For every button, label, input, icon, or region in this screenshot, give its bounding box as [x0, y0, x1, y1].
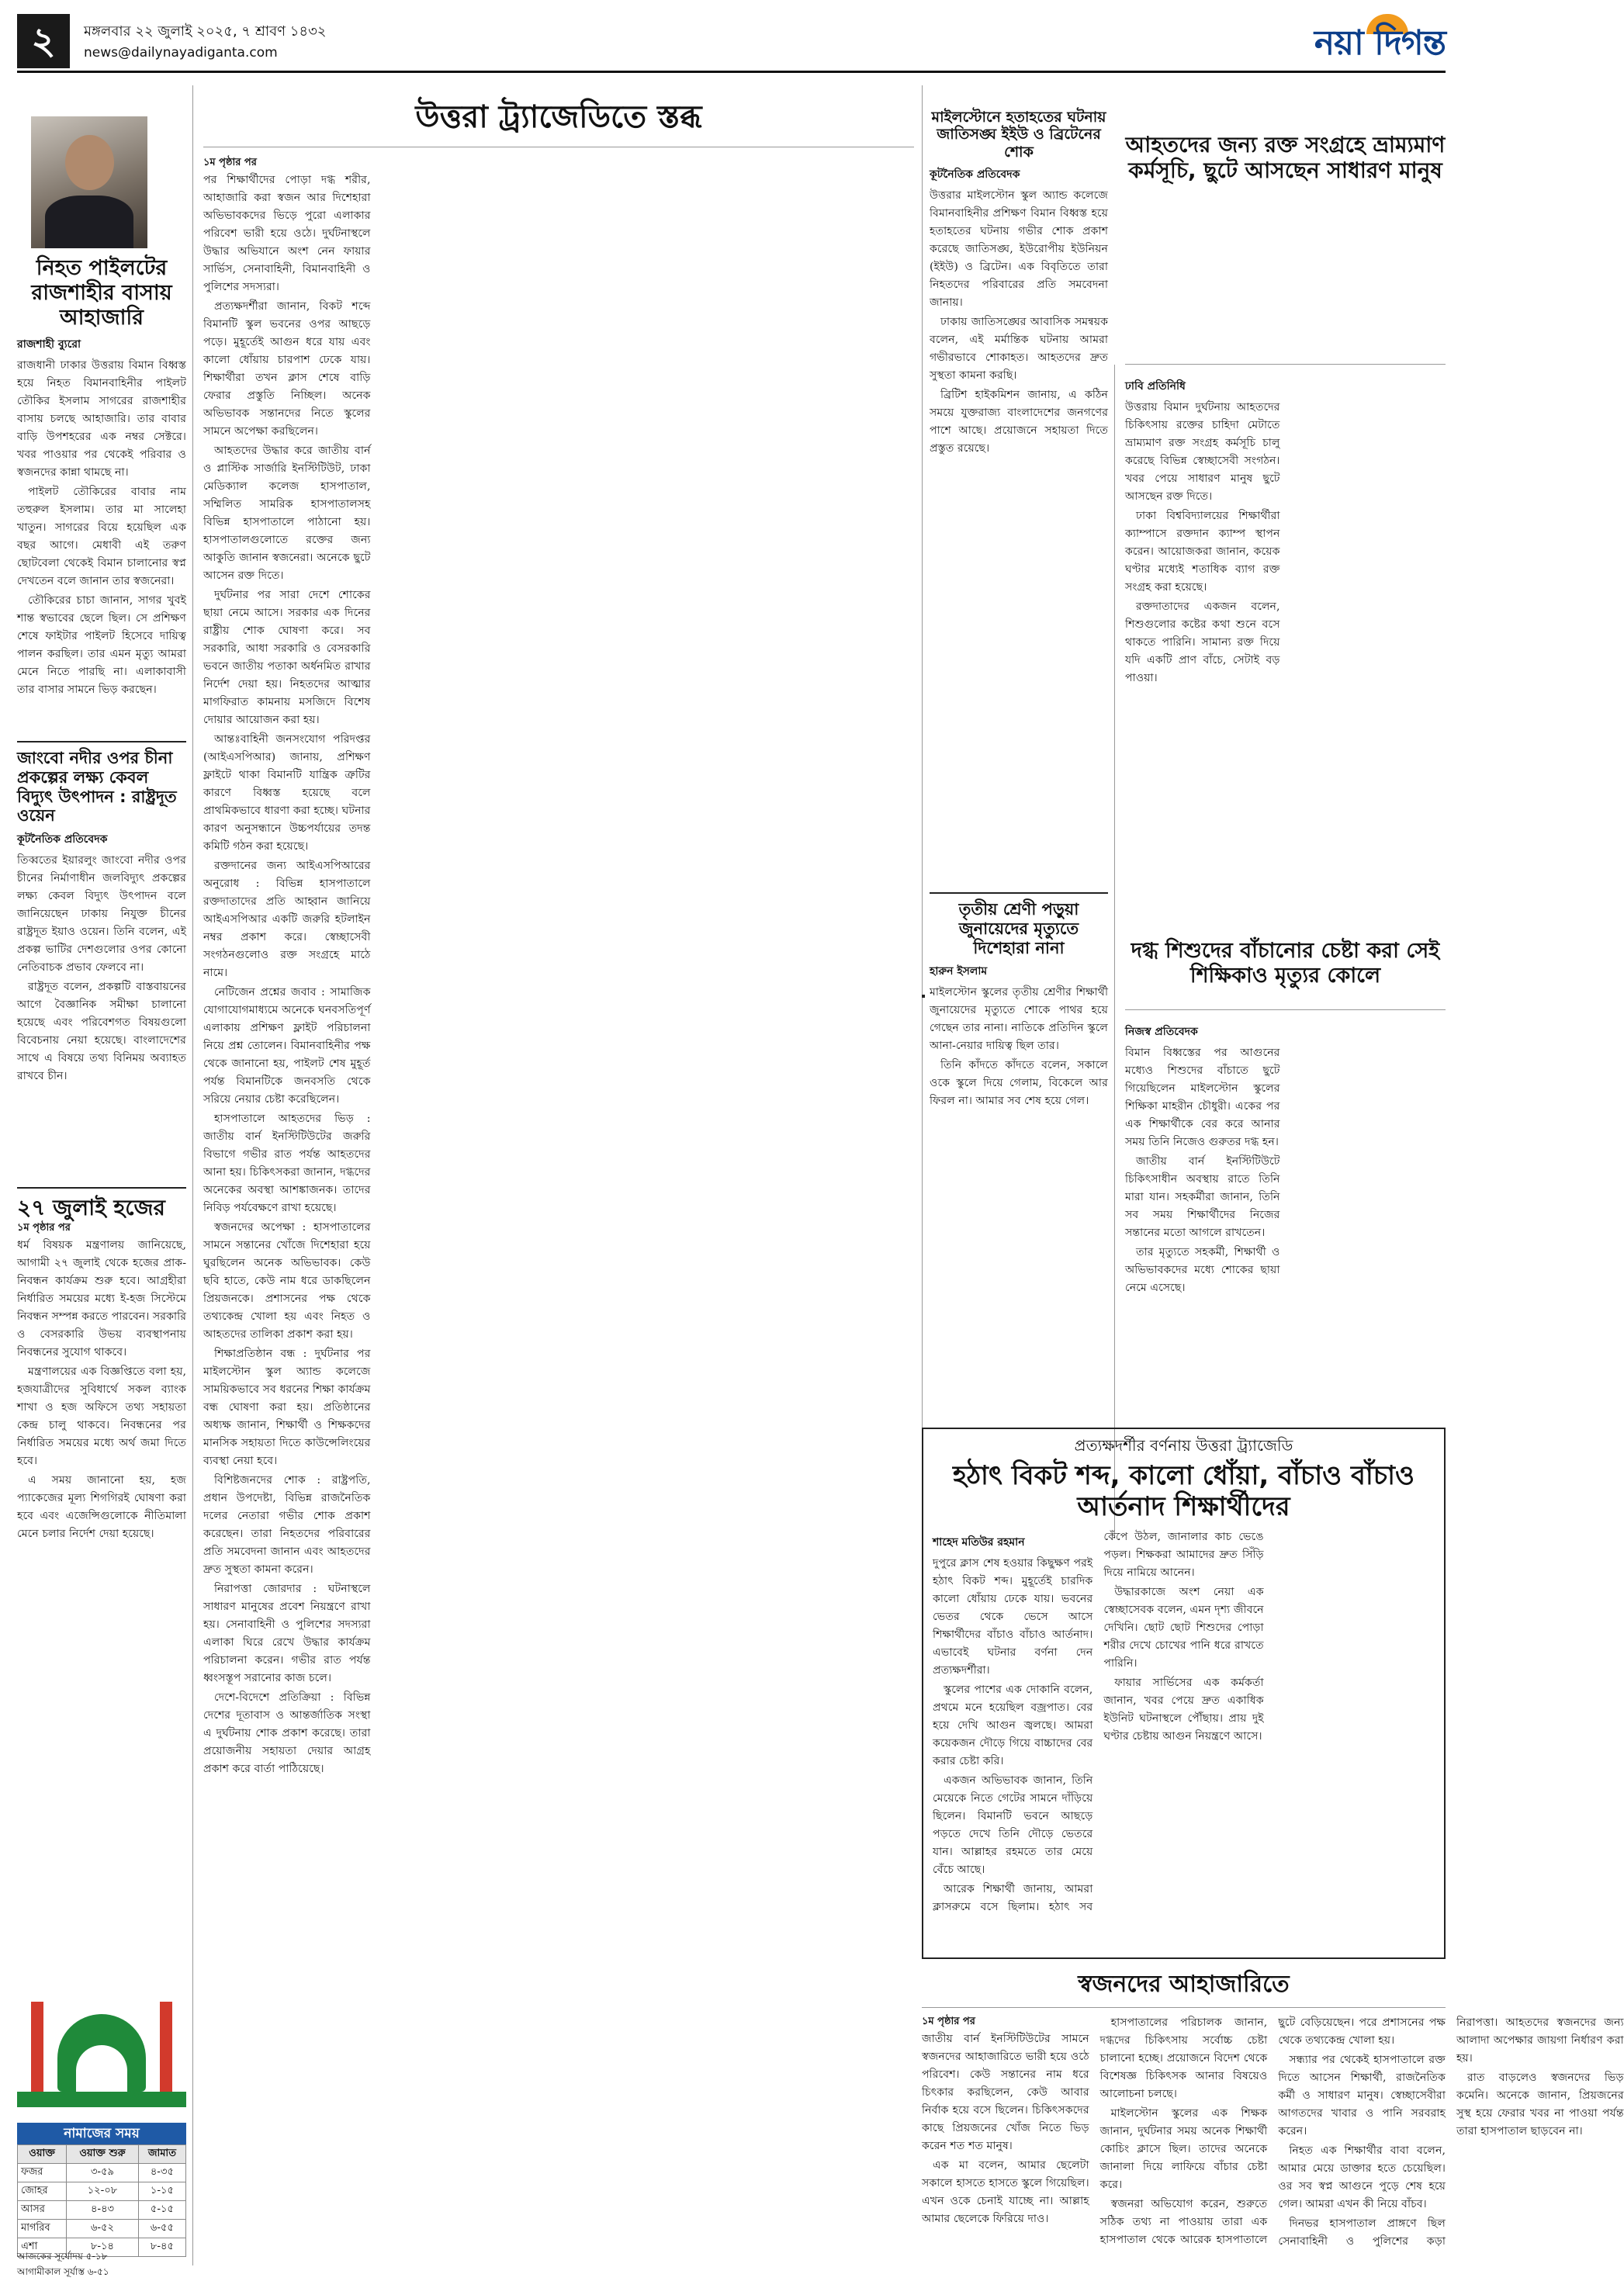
- column-header: ওয়াক্ত শুরু: [67, 2145, 139, 2164]
- prayer-jamaat: ৮-৪৫: [138, 2238, 185, 2257]
- issue-date: মঙ্গলবার ২২ জুলাই ২০২৫, ৭ শ্রাবণ ১৪৩২: [84, 23, 327, 40]
- prayer-start: ১২-০৮: [67, 2182, 139, 2201]
- paragraph: দুর্ঘটনার পর সারা দেশে শোকের ছায়া নেমে আসে। সরকার এক দিনের রাষ্ট্রীয় শোক ঘোষণা করে। সব সরকারি, আধা সরকারি ও বেসরকারি ভবনে জাতীয় পতাকা অর্ধনমিত রাখার নির্দেশ দেয়া হয়। নিহতদের আত্মার মাগফিরাত কামনায় মসজিদে বিশেষ দোয়ার আয়োজন করা হয়।: [203, 589, 371, 726]
- paragraph: রক্তদাতাদের একজন বলেন, শিশুগুলোর কষ্টের কথা শুনে বসে থাকতে পারিনি। সামান্য রক্ত দিয়ে যদি একটি প্রাণ বাঁচে, সেটাই বড় পাওয়া।: [1125, 601, 1280, 684]
- pilot-home-byline: রাজশাহী ব্যুরো: [17, 337, 81, 351]
- prayer-start: ৩-৫৯: [67, 2164, 139, 2182]
- paragraph: একজন অভিভাবক জানান, তিনি মেয়েকে নিতে গেটের সামনে দাঁড়িয়ে ছিলেন। বিমানটি ভবনে আছড়ে পড়তে দেখে তিনি দৌড়ে ভেতরে যান। আল্লাহর রহমতে তার মেয়ে বেঁচে আছে।: [933, 1774, 1093, 1876]
- prayer-start: ৬-৫২: [67, 2220, 139, 2238]
- paragraph: স্কুলের পাশের এক দোকানি বলেন, প্রথমে মনে হয়েছিল বজ্রপাত। বের হয়ে দেখি আগুন জ্বলছে। আমরা কয়েকজন দৌড়ে গিয়ে বাচ্চাদের বের করার চেষ্টা করি।: [933, 1683, 1093, 1767]
- sunset-time: আগামীকাল সূর্যাস্ত ৬-৫১: [17, 2266, 109, 2277]
- paragraph: তিব্বতের ইয়ারলুং জাংবো নদীর ওপর চীনের নির্মাণাধীন জলবিদ্যুৎ প্রকল্পের লক্ষ্য কেবল বিদ্যুৎ উৎপাদন বলে জানিয়েছেন ঢাকায় নিযুক্ত চীনের রাষ্ট্রদূত ইয়াও ওয়েন। তিনি বলেন, এই প্রকল্প ভাটির দেশগুলোর ওপর কোনো নেতিবাচক প্রভাব ফেলবে না।: [17, 854, 186, 974]
- third-grade-story: [930, 900, 1108, 1397]
- paragraph: মাইলস্টোন স্কুলের এক শিক্ষক জানান, দুর্ঘটনার সময় অনেক শিক্ষার্থী কোচিং ক্লাসে ছিল। তাদের অনেকে জানালা দিয়ে লাফিয়ে বাঁচার চেষ্টা করে।: [1099, 2107, 1268, 2191]
- paragraph: স্বজনরা অভিযোগ করেন, শুরুতে সঠিক তথ্য না পাওয়ায় তারা এক হাসপাতাল থেকে আরেক হাসপাতালে ছুটে বেড়িয়েছেন। পরে প্রশাসনের পক্ষ থেকে তথ্যকেন্দ্র খোলা হয়।: [1099, 2016, 1446, 2246]
- paragraph: তিনি কাঁদতে কাঁদতে বলেন, সকালে ওকে স্কুলে দিয়ে গেলাম, বিকেলে আর ফিরল না। আমার সব শেষ হয়ে গেল।: [930, 1059, 1108, 1108]
- prayer-times-table: [17, 2144, 186, 2257]
- paragraph: হাসপাতালে আহতদের ভিড় : জাতীয় বার্ন ইনস্টিটিউটের জরুরি বিভাগে গভীর রাত পর্যন্ত আহতদের আনা হয়। চিকিৎসকরা জানান, দগ্ধদের অনেকের অবস্থা আশঙ্কাজনক। তাদের নিবিড় পর্যবেক্ষণে রাখা হয়েছে।: [203, 1113, 371, 1214]
- pilot-photo: [31, 116, 147, 248]
- table-row: [18, 2164, 186, 2182]
- paragraph: নেটিজেন প্রশ্নের জবাব : সামাজিক যোগাযোগমাধ্যমে অনেকে ঘনবসতিপূর্ণ এলাকায় প্রশিক্ষণ ফ্লাইট পরিচালনা নিয়ে প্রশ্ন তোলেন। বিমানবাহিনীর পক্ষ থেকে জানানো হয়, পাইলট শেষ মুহূর্ত পর্যন্ত বিমানটিকে জনবসতি থেকে সরিয়ে নেয়ার চেষ্টা করেছিলেন।: [203, 986, 371, 1106]
- relatives-headline: স্বজনদের আহাজারিতে: [1078, 1971, 1290, 1998]
- relatives-story: [922, 2014, 1624, 2262]
- prayer-start: ৪-৪৩: [67, 2201, 139, 2220]
- paragraph: ধর্ম বিষয়ক মন্ত্রণালয় জানিয়েছে, আগামী ২৭ জুলাই থেকে হজের প্রাক-নিবন্ধন কার্যক্রম শুরু হবে। আগ্রহীরা নির্ধারিত সময়ের মধ্যে ই-হজ সিস্টেমে নিবন্ধন সম্পন্ন করতে পারবেন। সরকারি ও বেসরকারি উভয় ব্যবস্থাপনায় নিবন্ধনের সুযোগ থাকবে।: [17, 1239, 186, 1359]
- main-story-body: [203, 155, 914, 2250]
- paragraph: দেশে-বিদেশে প্রতিক্রিয়া : বিভিন্ন দেশের দূতাবাস ও আন্তর্জাতিক সংস্থা এ দুর্ঘটনায় শোক প্রকাশ করেছে। তারা প্রয়োজনীয় সহায়তা দেয়ার আগ্রহ প্রকাশ করে বার্তা পাঠিয়েছে।: [203, 1691, 371, 1775]
- prayer-jamaat: ৪-৩৫: [138, 2164, 185, 2182]
- third-grade-headline: তৃতীয় শ্রেণী পড়ুয়া জুনায়েদের মৃত্যুতে দিশেহারা নানা: [958, 900, 1079, 957]
- eyewitness-byline: শাহেদ মতিউর রহমান: [933, 1535, 1025, 1549]
- paragraph: দুপুরে ক্লাস শেষ হওয়ার কিছুক্ষণ পরই হঠাৎ বিকট শব্দ। মুহূর্তেই চারদিক কালো ধোঁয়ায় ঢেকে যায়। ভবনের ভেতর থেকে ভেসে আসে শিক্ষার্থীদের বাঁচাও বাঁচাও আর্তনাদ। এভাবেই ঘটনার বর্ণনা দেন প্রত্যক্ষদর্শীরা।: [933, 1556, 1093, 1677]
- prayer-name: ফজর: [18, 2164, 67, 2182]
- paragraph: পর শিক্ষার্থীদের পোড়া দগ্ধ শরীর, আহাজারি করা স্বজন আর দিশেহারা অভিভাবকদের ভিড়ে পুরো এলাকার পরিবেশ ভারী হয়ে ওঠে। দুর্ঘটনাস্থলে উদ্ধার অভিযানে অংশ নেন ফায়ার সার্ভিস, সেনাবাহিনী, বিমানবাহিনী ও পুলিশের সদস্যরা।: [203, 174, 371, 293]
- paragraph: উত্তরার মাইলস্টোন স্কুল অ্যান্ড কলেজে বিমানবাহিনীর প্রশিক্ষণ বিমান বিধ্বস্ত হয়ে হতাহতের ঘটনায় গভীর শোক প্রকাশ করেছে জাতিসঙ্ঘ, ইউরোপীয় ইউনিয়ন (ইইউ) ও ব্রিটেন। এক বিবৃতিতে তারা নিহতদের পরিবারের প্রতি সমবেদনা জানায়।: [930, 189, 1108, 310]
- paragraph: ঢাকা বিশ্ববিদ্যালয়ের শিক্ষার্থীরা ক্যাম্পাসে রক্তদান ক্যাম্প স্থাপন করেন। আয়োজকরা জানান, কয়েক ঘণ্টার মধ্যেই শতাধিক ব্যাগ রক্ত সংগ্রহ করা হয়েছে।: [1125, 510, 1280, 594]
- teacher-story: [1125, 1018, 1446, 1421]
- paragraph: মন্ত্রণালয়ের এক বিজ্ঞপ্তিতে বলা হয়, হজযাত্রীদের সুবিধার্থে সকল ব্যাংক শাখা ও হজ অফিসে তথ্য সহায়তা কেন্দ্র চালু থাকবে। নিবন্ধনের পর নির্ধারিত সময়ের মধ্যে অর্থ জমা দিতে হবে।: [17, 1365, 186, 1468]
- teacher-byline: নিজস্ব প্রতিবেদক: [1125, 1026, 1198, 1038]
- paragraph: মাইলস্টোন স্কুলের তৃতীয় শ্রেণীর শিক্ষার্থী জুনায়েদের মৃত্যুতে শোকে পাথর হয়ে গেছেন তার নানা। নাতিকে প্রতিদিন স্কুলে আনা-নেয়ার দায়িত্ব ছিল তার।: [930, 986, 1108, 1053]
- paragraph: তৌকিরের চাচা জানান, সাগর খুবই শান্ত স্বভাবের ছেলে ছিল। সে প্রশিক্ষণ শেষে ফাইটার পাইলট হিসেবে দায়িত্ব পালন করছিল। তার এমন মৃত্যু আমরা মেনে নিতে পারছি না। এলাকাবাসী তার বাসার সামনে ভিড় করছেন।: [17, 594, 186, 696]
- prayer-name: জোহর: [18, 2182, 67, 2201]
- column-divider: [192, 85, 193, 2265]
- story-separator: [930, 892, 1108, 894]
- paragraph: প্রত্যক্ষদর্শীরা জানান, বিকট শব্দে বিমানটি স্কুল ভবনের ওপর আছড়ে পড়ে। মুহূর্তেই আগুন ধরে যায় এবং কালো ধোঁয়ায় চারপাশ ঢেকে যায়। শিক্ষার্থীরা তখন ক্লাস শেষে বাড়ি ফেরার প্রস্তুতি নিচ্ছিল। অনেক অভিভাবক সন্তানদের নিতে স্কুলের সামনে অপেক্ষা করছিলেন।: [203, 300, 371, 438]
- paragraph: বিমান বিধ্বস্তের পর আগুনের মধ্যেও শিশুদের বাঁচাতে ছুটে গিয়েছিলেন মাইলস্টোন স্কুলের শিক্ষিকা মাহরীন চৌধুরী। একের পর এক শিক্ষার্থীকে বের করে আনার সময় তিনি নিজেও গুরুতর দগ্ধ হন।: [1125, 1047, 1280, 1148]
- china-dam-headline: জাংবো নদীর ওপর চীনা প্রকল্পের লক্ষ্য কেবল বিদ্যুৎ উৎপাদন : রাষ্ট্রদূত ওয়েন: [17, 749, 177, 826]
- newspaper-logo: নয়া দিগন্ত: [1314, 23, 1446, 63]
- paragraph: ফায়ার সার্ভিসের এক কর্মকর্তা জানান, খবর পেয়ে দ্রুত একাধিক ইউনিট ঘটনাস্থলে পৌঁছায়। প্রায় দুই ঘণ্টার চেষ্টায় আগুন নিয়ন্ত্রণে আসে।: [1103, 1676, 1264, 1743]
- eyewitness-headline: হঠাৎ বিকট শব্দ, কালো ধোঁয়া, বাঁচাও বাঁচাও আর্তনাদ শিক্ষার্থীদের: [952, 1459, 1415, 1522]
- paragraph: রাত বাড়লেও স্বজনদের ভিড় কমেনি। অনেকে জানান, প্রিয়জনের সুস্থ হয়ে ফেরার খবর না পাওয়া পর্যন্ত তারা হাসপাতাল ছাড়বেন না।: [1456, 2072, 1624, 2137]
- teacher-headline-wrap: [1125, 939, 1446, 1010]
- sun-times: [17, 2250, 186, 2281]
- main-continued: ১ম পৃষ্ঠার পর: [203, 157, 257, 168]
- blood-drive-byline: ঢাবি প্রতিনিধি: [1125, 380, 1186, 393]
- prayer-times-title: নামাজের সময়: [17, 2123, 186, 2144]
- relatives-headline-wrap: [922, 1971, 1446, 2008]
- story-separator: [17, 741, 186, 742]
- world-mourn-byline: কূটনৈতিক প্রতিবেদক: [930, 168, 1020, 182]
- prayer-start: ৮-১৪: [67, 2238, 139, 2257]
- paragraph: উদ্ধারকাজে অংশ নেয়া এক স্বেচ্ছাসেবক বলেন, এমন দৃশ্য জীবনে দেখিনি। ছোট ছোট শিশুদের পোড়া শরীর দেখে চোখের পানি ধরে রাখতে পারিনি।: [1103, 1585, 1264, 1670]
- eyewitness-box: [922, 1428, 1446, 1959]
- website-link[interactable]: news@dailynayadiganta.com: [84, 45, 278, 61]
- hajj-story: [17, 1195, 186, 1994]
- hajj-headline: ২৭ জুলাই হজের: [17, 1195, 165, 1220]
- table-header-row: [18, 2145, 186, 2164]
- paragraph: স্বজনদের অপেক্ষা : হাসপাতালের সামনে সন্তানের খোঁজে দিশেহারা হয়ে ঘুরছিলেন অনেক অভিভাবক। কেউ ছবি হাতে, কেউ নাম ধরে ডাকছিলেন প্রিয়জনকে। প্রশাসনের পক্ষ থেকে তথ্যকেন্দ্র খোলা হয় এবং নিহত ও আহতদের তালিকা প্রকাশ করা হয়।: [203, 1221, 371, 1341]
- eyewitness-kicker: প্রত্যক্ষদর্শীর বর্ণনায় উত্তরা ট্র্যাজেডি: [1074, 1436, 1293, 1455]
- paragraph: জাতীয় বার্ন ইনস্টিটিউটের সামনে স্বজনদের আহাজারিতে ভারী হয়ে ওঠে পরিবেশ। কেউ সন্তানের নাম ধরে চিৎকার করছিলেন, কেউ আবার নির্বাক হয়ে বসে ছিলেন। চিকিৎসকদের কাছে প্রিয়জনের খোঁজ নিতে ভিড় করেন শত শত মানুষ।: [922, 2033, 1089, 2152]
- prayer-name: আসর: [18, 2201, 67, 2220]
- spacer: [922, 995, 925, 998]
- prayer-name: মাগরিব: [18, 2220, 67, 2238]
- table-row: [18, 2201, 186, 2220]
- column-header: জামাত: [138, 2145, 185, 2164]
- paragraph: শিক্ষাপ্রতিষ্ঠান বন্ধ : দুর্ঘটনার পর মাইলস্টোন স্কুল অ্যান্ড কলেজে সাময়িকভাবে সব ধরনের শিক্ষা কার্যক্রম বন্ধ ঘোষণা করা হয়। প্রতিষ্ঠানের অধ্যক্ষ জানান, শিক্ষার্থী ও শিক্ষকদের মানসিক সহায়তা দিতে কাউন্সেলিংয়ের ব্যবস্থা নেয়া হবে।: [203, 1348, 371, 1467]
- china-dam-byline: কূটনৈতিক প্রতিবেদক: [17, 833, 108, 846]
- blood-drive-story: [1125, 372, 1446, 931]
- relatives-continued: ১ম পৃষ্ঠার পর: [922, 2016, 975, 2027]
- column-header: ওয়াক্ত: [18, 2145, 67, 2164]
- hajj-continued: ১ম পৃষ্ঠার পর: [17, 1222, 71, 1234]
- paragraph: আহতদের উদ্ধার করে জাতীয় বার্ন ও প্লাস্টিক সার্জারি ইনস্টিটিউট, ঢাকা মেডিক্যাল কলেজ হাসপাতাল, সম্মিলিত সামরিক হাসপাতালসহ বিভিন্ন হাসপাতালে পাঠানো হয়। হাসপাতালগুলোতে রক্তের জন্য আকুতি জানান স্বজনেরা। অনেকে ছুটে আসেন রক্ত দিতে।: [203, 445, 371, 582]
- prayer-name: এশা: [18, 2238, 67, 2257]
- paragraph: রক্তদানের জন্য আইএসপিআরের অনুরোধ : বিভিন্ন হাসপাতালে রক্তদাতাদের প্রতি আহ্বান জানিয়ে আইএসপিআর একটি জরুরি হটলাইন নম্বর প্রকাশ করে। স্বেচ্ছাসেবী সংগঠনগুলোও রক্ত সংগ্রহে মাঠে নামে।: [203, 860, 371, 979]
- paragraph: হাসপাতালের পরিচালক জানান, দগ্ধদের চিকিৎসায় সর্বোচ্চ চেষ্টা চালানো হচ্ছে। প্রয়োজনে বিদেশ থেকে বিশেষজ্ঞ চিকিৎসক আনার বিষয়েও আলোচনা চলছে।: [1099, 2016, 1268, 2100]
- paragraph: জাতীয় বার্ন ইনস্টিটিউটে চিকিৎসাধীন অবস্থায় রাতে তিনি মারা যান। সহকর্মীরা জানান, তিনি সব সময় শিক্ষার্থীদের নিজের সন্তানের মতো আগলে রাখতেন।: [1125, 1155, 1280, 1239]
- paragraph: উত্তরায় বিমান দুর্ঘটনায় আহতদের চিকিৎসায় রক্তের চাহিদা মেটাতে ভ্রাম্যমাণ রক্ত সংগ্রহ কর্মসূচি চালু করেছে বিভিন্ন স্বেচ্ছাসেবী সংগঠন। খবর পেয়ে সাধারণ মানুষ ছুটে আসছেন রক্ত দিতে।: [1125, 401, 1280, 503]
- paragraph: ব্রিটিশ হাইকমিশন জানায়, এ কঠিন সময়ে যুক্তরাজ্য বাংলাদেশের জনগণের পাশে আছে। প্রয়োজনে সহায়তা দিতে প্রস্তুত রয়েছে।: [930, 389, 1108, 455]
- paragraph: তার মৃত্যুতে সহকর্মী, শিক্ষার্থী ও অভিভাবকদের মধ্যে শোকের ছায়া নেমে এসেছে।: [1125, 1246, 1280, 1294]
- page-number: ২: [17, 14, 70, 68]
- paragraph: আন্তঃবাহিনী জনসংযোগ পরিদপ্তর (আইএসপিআর) জানায়, প্রশিক্ষণ ফ্লাইটে থাকা বিমানটি যান্ত্রিক ত্রুটির কারণে বিধ্বস্ত হয়েছে বলে প্রাথমিকভাবে ধারণা করা হচ্ছে। ঘটনার কারণ অনুসন্ধানে উচ্চপর্যায়ের তদন্ত কমিটি গঠন করা হয়েছে।: [203, 733, 371, 853]
- column-divider: [922, 85, 923, 1536]
- paragraph: ঢাকায় জাতিসঙ্ঘের আবাসিক সমন্বয়ক বলেন, এই মর্মান্তিক ঘটনায় আমরা গভীরভাবে শোকাহত। আহতদের দ্রুত সুস্থতা কামনা করছি।: [930, 316, 1108, 382]
- paragraph: পাইলট তৌকিরের বাবার নাম তহুরুল ইসলাম। তার মা সালেহা খাতুন। সাগরের বিয়ে হয়েছিল এক বছর আগে। মেধাবী এই তরুণ ছোটবেলা থেকেই বিমান চালানোর স্বপ্ন দেখতেন বলে জানান তার স্বজনেরা।: [17, 485, 186, 587]
- paragraph: বিশিষ্টজনদের শোক : রাষ্ট্রপতি, প্রধান উপদেষ্টা, বিভিন্ন রাজনৈতিক দলের নেতারা গভীর শোক প্রকাশ করেছেন। তারা নিহতদের পরিবারের প্রতি সমবেদনা জানান এবং আহতদের দ্রুত সুস্থতা কামনা করেন।: [203, 1474, 371, 1576]
- blood-drive-headline-wrap: [1125, 132, 1446, 365]
- world-mourn-story: [930, 109, 1108, 884]
- world-mourn-headline: মাইলস্টোনে হতাহতের ঘটনায় জাতিসঙ্ঘ ইইউ ও ব্রিটেনের শোক: [931, 109, 1106, 161]
- prayer-jamaat: ১-১৫: [138, 2182, 185, 2201]
- table-row: [18, 2182, 186, 2201]
- prayer-jamaat: ৫-১৫: [138, 2201, 185, 2220]
- column-divider: [1114, 365, 1115, 1536]
- paragraph: নিহত এক শিক্ষার্থীর বাবা বলেন, আমার মেয়ে ডাক্তার হতে চেয়েছিল। ওর সব স্বপ্ন আগুনে পুড়ে শেষ হয়ে গেল। আমরা এখন কী নিয়ে বাঁচব।: [1278, 2144, 1446, 2210]
- main-headline: উত্তরা ট্র্যাজেডিতে স্তব্ধ: [415, 99, 702, 135]
- paragraph: এ সময় জানানো হয়, হজ প্যাকেজের মূল্য শিগগিরই ঘোষণা করা হবে এবং এজেন্সিগুলোকে নীতিমালা মেনে চলার নির্দেশ দেয়া হয়েছে।: [17, 1474, 186, 1541]
- paragraph: রাষ্ট্রদূত বলেন, প্রকল্পটি বাস্তবায়নের আগে বৈজ্ঞানিক সমীক্ষা চালানো হয়েছে এবং পরিবেশগত বিষয়গুলো বিবেচনায় নেয়া হয়েছে। বাংলাদেশের সাথে এ বিষয়ে তথ্য বিনিময় অব্যাহত রাখবে চীন।: [17, 981, 186, 1083]
- third-grade-byline: হারুন ইসলাম: [930, 965, 988, 978]
- table-row: [18, 2220, 186, 2238]
- prayer-jamaat: ৬-৫৫: [138, 2220, 185, 2238]
- pilot-home-story: [17, 256, 186, 733]
- masthead: [17, 14, 1446, 73]
- china-dam-story: [17, 749, 186, 1179]
- mosque-icon: [17, 2002, 186, 2118]
- paragraph: দিনভর হাসপাতাল প্রাঙ্গণে ছিল সেনাবাহিনী ও পুলিশের কড়া নিরাপত্তা। আহতদের স্বজনদের জন্য আলাদা অপেক্ষার জায়গা নির্ধারণ করা হয়।: [1278, 2016, 1624, 2248]
- sunrise-time: আজকের সূর্যোদয় ৫-১৮: [17, 2251, 108, 2262]
- paragraph: নিরাপত্তা জোরদার : ঘটনাস্থলে সাধারণ মানুষের প্রবেশ নিয়ন্ত্রণে রাখা হয়। সেনাবাহিনী ও পুলিশের সদস্যরা এলাকা ঘিরে রেখে উদ্ধার কার্যক্রম পরিচালনা করেন। গভীর রাত পর্যন্ত ধ্বংসস্তূপ সরানোর কাজ চলে।: [203, 1583, 371, 1684]
- paragraph: সন্ধ্যার পর থেকেই হাসপাতালে রক্ত দিতে আসেন শিক্ষার্থী, রাজনৈতিক কর্মী ও সাধারণ মানুষ। স্বেচ্ছাসেবীরা আগতদের খাবার ও পানি সরবরাহ করেন।: [1278, 2054, 1446, 2137]
- main-headline-wrap: [203, 99, 914, 147]
- paragraph: রাজধানী ঢাকার উত্তরায় বিমান বিধ্বস্ত হয়ে নিহত বিমানবাহিনীর পাইলট তৌকির ইসলাম সাগরের রাজশাহীর বাসায় চলছে আহাজারি। তার বাবার বাড়ি উপশহরের এক নম্বর সেক্টরে। খবর পাওয়ার পর থেকেই পরিবার ও স্বজনদের কান্না থামছে না।: [17, 358, 186, 479]
- teacher-headline: দগ্ধ শিশুদের বাঁচানোর চেষ্টা করা সেই শিক্ষিকাও মৃত্যুর কোলে: [1131, 939, 1440, 988]
- paragraph: আরেক শিক্ষার্থী জানায়, আমরা ক্লাসরুমে বসে ছিলাম। হঠাৎ সব কেঁপে উঠল, জানালার কাচ ভেঙে পড়ল। শিক্ষকরা আমাদের দ্রুত সিঁড়ি দিয়ে নামিয়ে আনেন।: [933, 1530, 1264, 1913]
- pilot-home-headline: নিহত পাইলটের রাজশাহীর বাসায় আহাজারি: [31, 256, 172, 330]
- story-separator: [17, 1187, 186, 1189]
- paragraph: এক মা বলেন, আমার ছেলেটা সকালে হাসতে হাসতে স্কুলে গিয়েছিল। এখন ওকে চেনাই যাচ্ছে না। আল্লাহ আমার ছেলেকে ফিরিয়ে দাও।: [922, 2159, 1089, 2225]
- blood-drive-headline: আহতদের জন্য রক্ত সংগ্রহে ভ্রাম্যমাণ কর্মসূচি, ছুটে আসছেন সাধারণ মানুষ: [1125, 132, 1446, 184]
